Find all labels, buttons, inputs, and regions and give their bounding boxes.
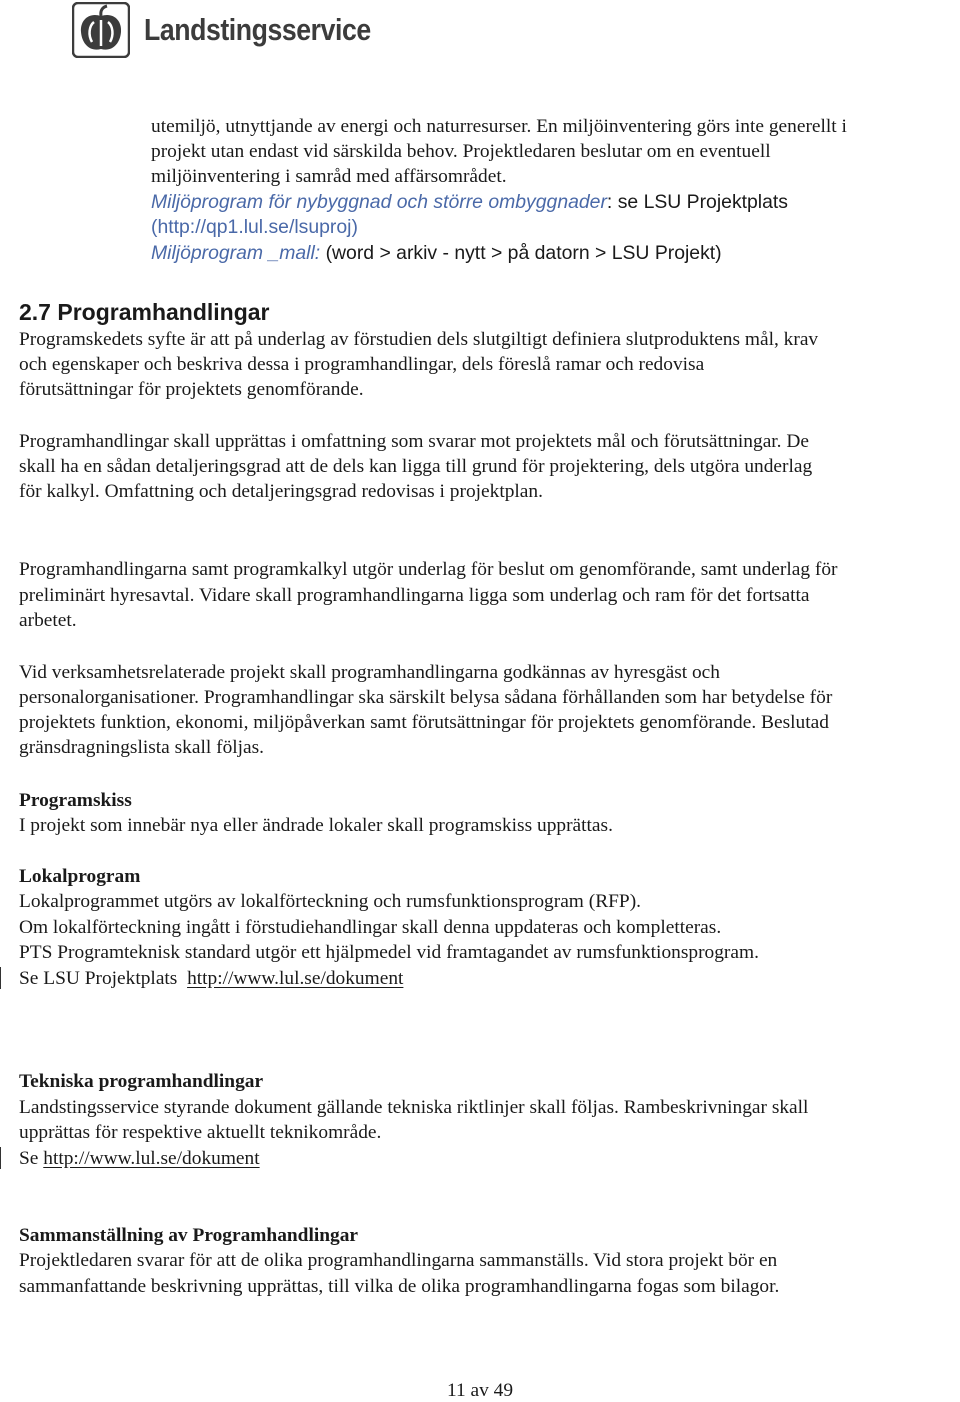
intro-line-1: utemiljö, utnyttjande av energi och naturresurser. En miljöinventering görs inte generellt i: [151, 116, 847, 137]
p1-line-2: och egenskaper och beskriva dessa i programhandlingar, dels föreslå ramar och redovisa: [19, 354, 705, 375]
change-bar: [0, 967, 1, 989]
intro-line-3: miljöinventering i samråd med affärsområdet.: [151, 166, 507, 187]
mall-reference: [151, 241, 722, 266]
mall-title: Miljöprogram _mall:: [151, 242, 321, 264]
tekniska-dokument-link[interactable]: http://www.lul.se/dokument: [43, 1148, 260, 1169]
lokalprogram-see: [19, 966, 403, 991]
miljoprogram-title: Miljöprogram för nybyggnad och större ombyggnader: [151, 191, 607, 213]
sammanstallning-line-2: sammanfattande beskrivning upprättas, till vilka de olika programhandlingarna fogas som bilagor.: [19, 1276, 780, 1297]
programskiss-heading: Programskiss: [19, 790, 132, 811]
tekniska-line-2: upprättas för respektive aktuellt teknikområde.: [19, 1122, 382, 1143]
header-logo: [72, 2, 408, 58]
tekniska-line-1: Landstingsservice styrande dokument gällande tekniska riktlinjer skall följas. Rambeskrivningar skall: [19, 1097, 809, 1118]
lokalprogram-line-2: Om lokalförteckning ingått i förstudiehandlingar skall denna uppdateras och kompletteras.: [19, 917, 722, 938]
p1-line-3: förutsättningar för projektets genomförande.: [19, 379, 364, 400]
lokalprogram-line-3: PTS Programteknisk standard utgör ett hjälpmedel vid framtagandet av rumsfunktionsprogram.: [19, 942, 759, 963]
p4-line-2: personalorganisationer. Programhandlingar ska särskilt belysa sådana förhållanden som har betydelse för: [19, 687, 833, 708]
tekniska-see: [19, 1146, 260, 1171]
p3-line-1: Programhandlingarna samt programkalkyl utgör underlag för beslut om genomförande, samt underlag för: [19, 559, 838, 580]
p3-line-2: preliminärt hyresavtal. Vidare skall programhandlingarna ligga som underlag och ram för det fortsatta: [19, 585, 810, 606]
lsuproj-url: (http://qp1.lul.se/lsuproj): [151, 216, 358, 238]
p4-line-1: Vid verksamhetsrelaterade projekt skall programhandlingarna godkännas av hyresgäst och: [19, 662, 720, 683]
programskiss-text: I projekt som innebär nya eller ändrade lokaler skall programskiss upprättas.: [19, 815, 613, 836]
intro-line-2: projekt utan endast vid särskilda behov. Projektledaren beslutar om en eventuell: [151, 141, 771, 162]
logo-text: Landstingsservice: [144, 12, 371, 47]
miljoprogram-reference: [151, 190, 788, 215]
p2-line-3: för kalkyl. Omfattning och detaljeringsgrad redovisas i projektplan.: [19, 481, 543, 502]
miljoprogram-location: : se LSU Projektplats: [606, 191, 788, 213]
mall-location: (word > arkiv - nytt > på datorn > LSU Projekt): [320, 242, 722, 264]
p2-line-1: Programhandlingar skall upprättas i omfattning som svarar mot projektets mål och förutsättningar. De: [19, 431, 809, 452]
landstingsservice-logo-icon: [72, 2, 130, 58]
lokalprogram-line-1: Lokalprogrammet utgörs av lokalförteckning och rumsfunktionsprogram (RFP).: [19, 891, 641, 912]
section-heading: 2.7 Programhandlingar: [19, 299, 270, 325]
lokalprogram-see-text: Se LSU Projektplats: [19, 968, 178, 989]
lokalprogram-heading: Lokalprogram: [19, 866, 141, 887]
p4-line-4: gränsdragningslista skall följas.: [19, 737, 265, 758]
p3-line-3: arbetet.: [19, 610, 77, 631]
sammanstallning-line-1: Projektledaren svarar för att de olika programhandlingarna sammanställs. Vid stora projekt bör en: [19, 1250, 778, 1271]
page-number: 11 av 49: [446, 1380, 514, 1401]
p4-line-3: projektets funktion, ekonomi, miljöpåverkan samt förutsättningar för projektets genomförande. Beslutad: [19, 712, 829, 733]
p1-line-1: Programskedets syfte är att på underlag av förstudien dels slutgiltigt definiera slutproduktens mål, krav: [19, 329, 819, 350]
p2-line-2: skall ha en sådan detaljeringsgrad att de dels kan ligga till grund för projektering, dels utgöra underlag: [19, 456, 813, 477]
lokalprogram-dokument-link[interactable]: http://www.lul.se/dokument: [187, 968, 404, 989]
tekniska-see-text: Se: [19, 1148, 39, 1169]
change-bar: [0, 1147, 1, 1169]
sammanstallning-heading: Sammanställning av Programhandlingar: [19, 1225, 359, 1246]
tekniska-heading: Tekniska programhandlingar: [19, 1071, 264, 1092]
